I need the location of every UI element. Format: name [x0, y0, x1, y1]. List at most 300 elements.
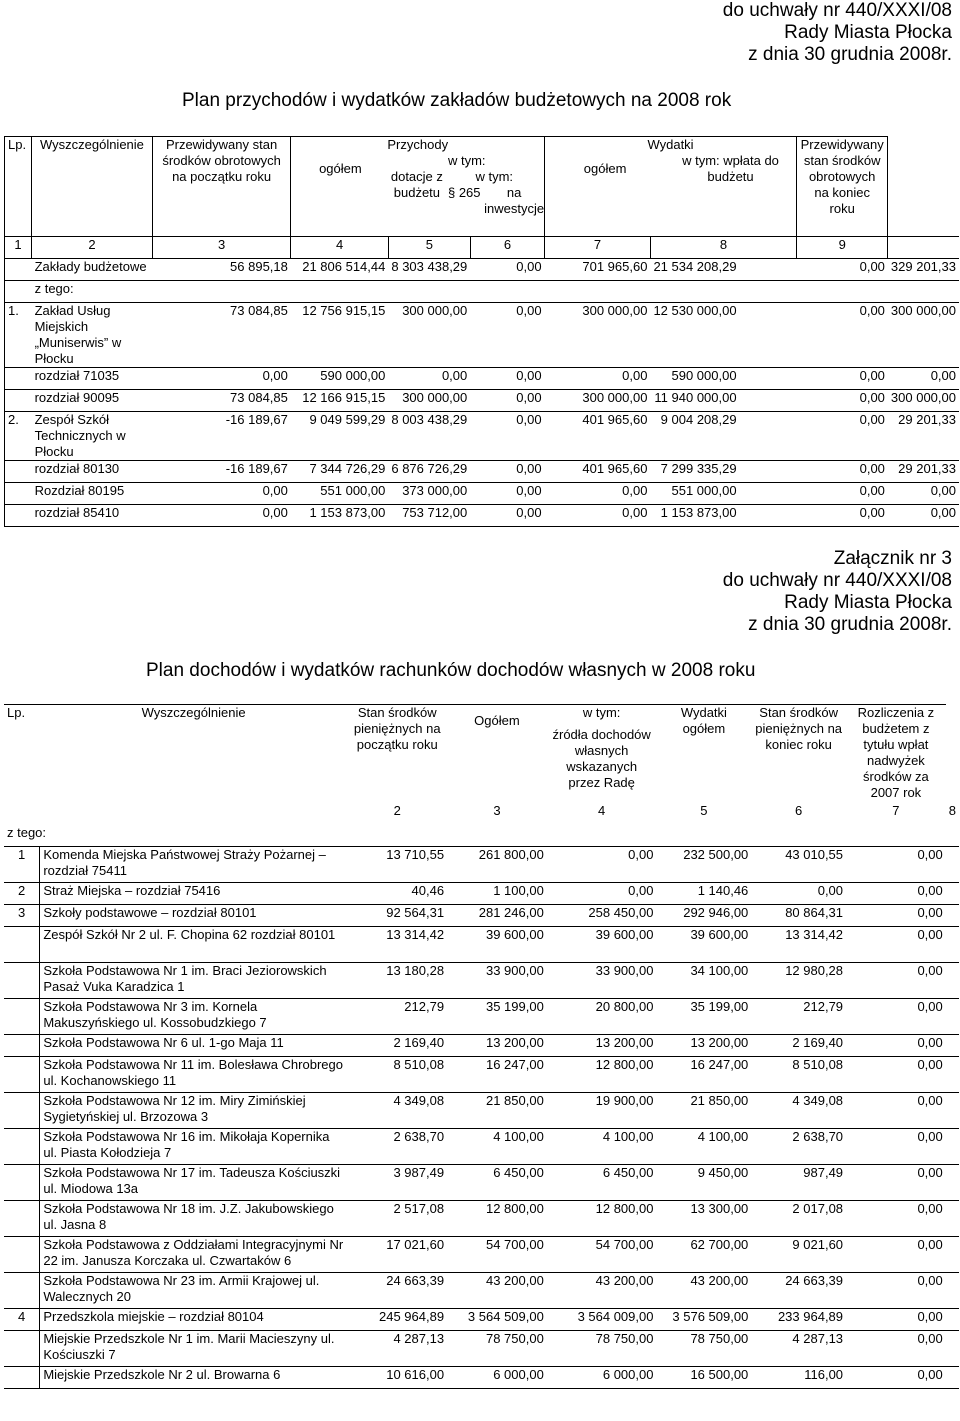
row-value: 0,00: [917, 1237, 943, 1252]
row-value: 13 200,00: [485, 1035, 544, 1050]
col2-header-start: Stan środków pieniężnych na początku roku: [347, 705, 447, 803]
row-name: z tego:: [34, 281, 74, 296]
row-value: 3 987,49: [393, 1165, 445, 1180]
col2-header-end: Stan środków pieniężnych na koniec roku: [751, 705, 846, 803]
row-value: 0,00: [516, 461, 542, 476]
doc2-header: [723, 548, 952, 636]
row-value: 6 450,00: [493, 1165, 544, 1180]
table-row: [4, 883, 959, 905]
row-value: 21 850,00: [690, 1093, 749, 1108]
row-value: 232 500,00: [683, 847, 749, 862]
table-row: [5, 505, 960, 527]
row-value: 8 303 438,29: [391, 259, 468, 274]
row-name: Szkoła Podstawowa Nr 12 im. Miry Zimińskiej Sygietyńskiej ul. Brzozowa 3: [43, 1093, 306, 1124]
row-lp: [4, 999, 40, 1035]
row-value: 4 349,08: [792, 1093, 844, 1108]
row-value: 4 349,08: [393, 1093, 445, 1108]
table-row: [5, 461, 960, 483]
row-value: 7 299 335,29: [660, 461, 737, 476]
row-value: 12 800,00: [595, 1057, 654, 1072]
row-lp: 1: [4, 847, 40, 883]
row-value: 11 940 000,00: [654, 390, 737, 405]
row-value: 78 750,00: [595, 1331, 654, 1346]
row-value: 8 510,08: [393, 1057, 445, 1072]
row-value: 0,00: [917, 1035, 943, 1050]
row-value: 21 534 208,29: [653, 259, 737, 274]
row-name: Szkoła Podstawowa Nr 6 ul. 1-go Maja 11: [43, 1035, 284, 1050]
col-header-name: Wyszczególnienie: [32, 137, 153, 237]
row-lp: [5, 368, 32, 390]
row-value: 12 980,28: [785, 963, 844, 978]
table-row: [4, 963, 959, 999]
col-header-expense: Wydatki: [647, 137, 694, 152]
row-lp: [4, 1093, 40, 1129]
row-lp: [4, 1035, 40, 1057]
table-row: [5, 281, 960, 303]
doc1-header-line: do uchwały nr 440/XXXI/08: [722, 0, 952, 21]
row-lp: [5, 390, 32, 412]
row-value: 62 700,00: [690, 1237, 749, 1252]
row-name: Szkoła Podstawowa Nr 3 im. Kornela Makuszyńskiego ul. Kossobudzkiego 7: [43, 999, 267, 1030]
row-value: 281 246,00: [478, 905, 544, 920]
budget-units-table: [4, 136, 959, 527]
row-value: 56 895,18: [230, 259, 288, 274]
row-lp: [4, 963, 40, 999]
row-lp: 3: [4, 905, 40, 927]
row-value: 16 247,00: [485, 1057, 544, 1072]
table-row: [4, 999, 959, 1035]
row-value: 12 800,00: [595, 1201, 654, 1216]
table-row: [4, 1035, 959, 1057]
row-value: 0,00: [516, 483, 542, 498]
row-value: 292 946,00: [683, 905, 749, 920]
row-value: 0,00: [516, 303, 542, 318]
row-value: 13 314,42: [785, 927, 844, 942]
row-value: 2 017,08: [792, 1201, 844, 1216]
row-name: rozdział 85410: [34, 505, 120, 520]
row-value: 1 100,00: [493, 883, 544, 898]
row-lp: [4, 1165, 40, 1201]
table-row: [4, 1331, 959, 1367]
row-value: 35 199,00: [485, 999, 544, 1014]
row-name: Zakład Usług Miejskich „Muniserwis” w Płocku: [34, 303, 122, 366]
row-value: 13 314,42: [386, 927, 445, 942]
row-value: 13 200,00: [690, 1035, 749, 1050]
row-value: 6 876 726,29: [391, 461, 468, 476]
budget-units-body: [5, 259, 960, 527]
row-value: 0,00: [917, 1057, 943, 1072]
row-value: 0,00: [917, 1129, 943, 1144]
col2-number: 6: [795, 802, 803, 818]
row-value: 300 000,00: [402, 390, 468, 405]
row-value: 258 450,00: [588, 905, 654, 920]
row-name: rozdział 80130: [34, 461, 120, 476]
row-value: 0,00: [516, 412, 542, 427]
row-value: 0,00: [917, 847, 943, 862]
row-name: Szkoła Podstawowa Nr 23 im. Armii Krajowej ul. Walecznych 20: [43, 1273, 320, 1304]
row-value: 39 600,00: [690, 927, 749, 942]
row-value: 0,00: [930, 483, 956, 498]
row-value: 0,00: [917, 963, 943, 978]
col2-number: 7: [892, 802, 900, 818]
row-value: [152, 281, 959, 303]
row-value: 0,00: [516, 390, 542, 405]
row-value: 0,00: [516, 505, 542, 520]
row-value: 1 140,46: [697, 883, 749, 898]
row-value: 78 750,00: [690, 1331, 749, 1346]
row-value: 0,00: [859, 461, 885, 476]
col-header-income-group: [291, 137, 545, 237]
col-number: 8: [650, 237, 796, 259]
row-value: 0,00: [917, 1165, 943, 1180]
row-value: 0,00: [930, 505, 956, 520]
row-value: 300 000,00: [402, 303, 468, 318]
col-header-end-stock: Przewidywany stan środków obrotowych na koniec roku: [796, 137, 887, 237]
row-value: 7 344 726,29: [309, 461, 386, 476]
col-number: 2: [32, 237, 153, 259]
col-header-start-stock: Przewidywany stan środków obrotowych na początku roku: [152, 137, 291, 237]
table-row: [5, 259, 960, 281]
row-value: 0,00: [917, 927, 943, 942]
row-lp: [4, 1057, 40, 1093]
col2-header-sources: źródła dochodów własnych wskazanych przez Radę: [552, 727, 651, 790]
row-value: 3 564 009,00: [577, 1309, 654, 1324]
row-value: 2 169,40: [393, 1035, 445, 1050]
row-lp: [5, 461, 32, 483]
row-value: 0,00: [441, 368, 468, 383]
doc2-header-line: Załącznik nr 3: [833, 548, 952, 569]
row-value: 590 000,00: [671, 368, 737, 383]
row-value: 17 021,60: [386, 1237, 445, 1252]
row-value: 33 900,00: [595, 963, 654, 978]
row-lp: [4, 1331, 40, 1367]
row-value: 551 000,00: [320, 483, 386, 498]
row-value: 8 003 438,29: [391, 412, 468, 427]
row-value: 54 700,00: [595, 1237, 654, 1252]
row-value: 12 800,00: [485, 1201, 544, 1216]
row-value: 10 616,00: [386, 1367, 445, 1382]
row-name: Miejskie Przedszkole Nr 1 im. Marii Macieszyny ul. Kościuszki 7: [43, 1331, 335, 1362]
doc1-header-line: z dnia 30 grudnia 2008r.: [748, 44, 952, 65]
col2-number: 2: [393, 802, 401, 818]
row-lp: 1.: [5, 303, 32, 368]
row-value: 39 600,00: [595, 927, 654, 942]
col2-header-sources-group: [547, 705, 657, 803]
row-value: 0,00: [917, 883, 943, 898]
col2-number: 3: [493, 802, 501, 818]
row-value: 373 000,00: [402, 483, 468, 498]
row-name: Szkoła Podstawowa Nr 1 im. Braci Jeziorowskich Pasaż Vuka Karadzica 1: [43, 963, 327, 994]
row-value: 0,00: [917, 1331, 943, 1346]
col-number: 7: [545, 237, 651, 259]
row-value: 6 450,00: [602, 1165, 654, 1180]
doc2-header-line: Rady Miasta Płocka: [784, 592, 952, 613]
row-value: 24 663,39: [785, 1273, 844, 1288]
row-value: 12 166 915,15: [302, 390, 386, 405]
row-value: 6 000,00: [602, 1367, 654, 1382]
col-header-section: § 265: [447, 185, 481, 200]
row-value: 34 100,00: [690, 963, 749, 978]
row-value: 12 530 000,00: [653, 303, 737, 318]
row-value: 0,00: [917, 1093, 943, 1108]
row-value: 9 450,00: [697, 1165, 749, 1180]
col2-number: 4: [598, 802, 606, 818]
doc1-header: [723, 0, 952, 66]
table-row: [5, 412, 960, 461]
col-number: 3: [152, 237, 291, 259]
row-value: 0,00: [516, 368, 542, 383]
row-value: 9 049 599,29: [309, 412, 386, 427]
row-value: 43 200,00: [690, 1273, 749, 1288]
row-value: 987,49: [803, 1165, 844, 1180]
table-row: [4, 1201, 959, 1237]
row-value: 20 800,00: [595, 999, 654, 1014]
table-row: [4, 905, 959, 927]
table-row: [4, 1165, 959, 1201]
col-header-invest: na inwestycje: [484, 185, 545, 216]
col-header-w-tym: w tym:: [447, 153, 486, 168]
row-value: 16 500,00: [690, 1367, 749, 1382]
table-row: [4, 1309, 959, 1331]
table-row: [4, 1129, 959, 1165]
row-value: 43 200,00: [595, 1273, 654, 1288]
row-value: 0,00: [622, 505, 648, 520]
col-header-expense-group: [545, 137, 797, 237]
col-number: 9: [796, 237, 887, 259]
row-value: 0,00: [859, 505, 885, 520]
row-value: 0,00: [262, 505, 288, 520]
row-value: 29 201,33: [898, 412, 956, 427]
row-value: 9 004 208,29: [660, 412, 737, 427]
row-value: 0,00: [622, 368, 648, 383]
row-value: 92 564,31: [386, 905, 445, 920]
col2-header-name: Wyszczególnienie: [40, 705, 348, 803]
row-name: Przedszkola miejskie – rozdział 80104: [43, 1309, 264, 1324]
table-row: [4, 847, 959, 883]
row-value: 0,00: [859, 368, 885, 383]
col-header-income-total: ogółem: [319, 161, 362, 176]
row-name: Szkoły podstawowe – rozdział 80101: [43, 905, 257, 920]
col-header-income: Przychody: [387, 137, 449, 152]
row-value: 0,00: [859, 390, 885, 405]
row-value: 3 564 509,00: [467, 1309, 544, 1324]
row-value: 0,00: [628, 847, 654, 862]
row-value: 300 000,00: [890, 303, 956, 318]
row-value: 261 800,00: [478, 847, 544, 862]
col-number: 5: [388, 237, 470, 259]
row-value: 29 201,33: [898, 461, 956, 476]
row-value: 401 965,60: [582, 412, 648, 427]
table-row: [5, 390, 960, 412]
table-row: [5, 483, 960, 505]
row-value: 4 100,00: [493, 1129, 544, 1144]
row-value: 2 169,40: [792, 1035, 844, 1050]
row-value: 401 965,60: [582, 461, 648, 476]
row-value: 2 638,70: [792, 1129, 844, 1144]
row-value: 0,00: [917, 1309, 943, 1324]
row-value: 16 247,00: [690, 1057, 749, 1072]
row-value: 0,00: [622, 483, 648, 498]
row-name: Szkoła Podstawowa Nr 11 im. Bolesława Chrobrego ul. Kochanowskiego 11: [43, 1057, 343, 1088]
row-value: 19 900,00: [595, 1093, 654, 1108]
row-value: 13 300,00: [690, 1201, 749, 1216]
row-name: rozdział 90095: [34, 390, 120, 405]
row-value: 212,79: [803, 999, 844, 1014]
row-value: 0,00: [817, 883, 844, 898]
row-value: 1 153 873,00: [309, 505, 386, 520]
table-row: [4, 1273, 959, 1309]
col-number: 6: [470, 237, 544, 259]
row-lp: [4, 1201, 40, 1237]
row-value: 212,79: [404, 999, 445, 1014]
row-name: rozdział 71035: [34, 368, 120, 383]
col2-number: 8: [948, 802, 956, 818]
row-value: 590 000,00: [320, 368, 386, 383]
row-lp: 4: [4, 1309, 40, 1331]
row-value: 0,00: [262, 483, 288, 498]
row-value: 116,00: [804, 1367, 844, 1382]
row-lp: [4, 1237, 40, 1273]
row-value: 753 712,00: [402, 505, 468, 520]
table-row: [4, 1367, 959, 1389]
row-value: 43 010,55: [785, 847, 844, 862]
row-name: Szkoła Podstawowa z Oddziałami Integracyjnymi Nr 22 im. Janusza Korczaka ul. Czwartaków 6: [43, 1237, 344, 1268]
row-lp: [5, 259, 32, 281]
doc2-header-line: z dnia 30 grudnia 2008r.: [748, 614, 952, 635]
col-header-payment: w tym: wpłata do budżetu: [682, 153, 779, 184]
table-row: [5, 368, 960, 390]
row-value: 0,00: [917, 999, 943, 1014]
col-number: 1: [5, 237, 32, 259]
row-value: 245 964,89: [378, 1309, 445, 1324]
row-value: -16 189,67: [225, 412, 288, 427]
row-lp: 2: [4, 883, 40, 905]
row-value: 2 517,08: [393, 1201, 445, 1216]
row-value: 13 200,00: [595, 1035, 654, 1050]
row-value: 0,00: [516, 259, 542, 274]
own-income-body: [4, 847, 959, 1389]
col2-number: 5: [700, 802, 708, 818]
row-name: Zespół Szkół Nr 2 ul. F. Chopina 62 rozdział 80101: [43, 927, 336, 942]
row-value: 2 638,70: [393, 1129, 445, 1144]
row-name: Zakłady budżetowe: [34, 259, 147, 274]
table-row: [4, 927, 959, 963]
table-row: [4, 1093, 959, 1129]
row-value: 39 600,00: [485, 927, 544, 942]
row-name: Komenda Miejska Państwowej Straży Pożarnej – rozdział 75411: [43, 847, 326, 878]
row-value: 6 000,00: [493, 1367, 544, 1382]
row-lp: [5, 281, 32, 303]
own-income-table: [4, 704, 959, 1389]
row-lp: [4, 1129, 40, 1165]
row-value: 0,00: [930, 368, 956, 383]
row-value: 33 900,00: [485, 963, 544, 978]
col2-header-lp: Lp.: [4, 705, 40, 803]
row-value: 80 864,31: [785, 905, 844, 920]
row-value: 300 000,00: [582, 303, 648, 318]
row-lp: [4, 1367, 40, 1389]
col-header-w-tym-2: w tym:: [475, 169, 514, 184]
row-value: 0,00: [859, 412, 885, 427]
row-name: Szkoła Podstawowa Nr 18 im. J.Z. Jakubowskiego ul. Jasna 8: [43, 1201, 334, 1232]
col2-header-total: Ogółem: [447, 705, 547, 803]
table-row: [4, 1057, 959, 1093]
row-lp: [4, 1273, 40, 1309]
table-row: [5, 303, 960, 368]
row-value: 9 021,60: [792, 1237, 844, 1252]
col-number: 4: [291, 237, 388, 259]
row-name: Straż Miejska – rozdział 75416: [43, 883, 221, 898]
row-value: 0,00: [917, 1367, 943, 1382]
row-value: 300 000,00: [890, 390, 956, 405]
row-value: 0,00: [917, 1273, 943, 1288]
row-value: -16 189,67: [225, 461, 288, 476]
row-value: 13 710,55: [386, 847, 445, 862]
col-header-expense-total: ogółem: [583, 161, 627, 176]
row-name: Szkoła Podstawowa Nr 17 im. Tadeusza Kościuszki ul. Miodowa 13a: [43, 1165, 341, 1196]
row-value: 300 000,00: [582, 390, 648, 405]
row-value: 4 100,00: [602, 1129, 654, 1144]
row-value: 0,00: [917, 905, 943, 920]
row-value: 4 100,00: [697, 1129, 749, 1144]
row-value: 0,00: [859, 483, 885, 498]
col2-header-settle: Rozliczenia z budżetem z tytułu wpłat nadwyżek środków za 2007 rok: [846, 705, 946, 803]
row-name: Miejskie Przedszkole Nr 2 ul. Browarna 6: [43, 1367, 281, 1382]
doc1-title: Plan przychodów i wydatków zakładów budżetowych na 2008 rok: [182, 90, 732, 111]
row-name: Szkoła Podstawowa Nr 16 im. Mikołaja Kopernika ul. Piasta Kołodzieja 7: [43, 1129, 330, 1160]
row-name: Zespół Szkół Technicznych w Płocku: [34, 412, 126, 459]
row-value: 43 200,00: [485, 1273, 544, 1288]
row-value: 551 000,00: [671, 483, 737, 498]
row-value: 4 287,13: [393, 1331, 445, 1346]
doc2-title: Plan dochodów i wydatków rachunków dochodów własnych w 2008 roku: [146, 660, 756, 681]
row-value: 1 153 873,00: [660, 505, 737, 520]
col2-header-expense: Wydatki ogółem: [656, 705, 751, 803]
doc1-header-line: Rady Miasta Płocka: [784, 22, 952, 43]
row-lp: [5, 483, 32, 505]
z-tego-label: z tego:: [7, 824, 47, 840]
row-value: 329 201,33: [890, 259, 956, 274]
row-value: 0,00: [859, 303, 885, 318]
row-value: 73 084,85: [230, 303, 288, 318]
row-lp: 2.: [5, 412, 32, 461]
row-value: 73 084,85: [230, 390, 288, 405]
row-value: 24 663,39: [386, 1273, 445, 1288]
row-value: 12 756 915,15: [302, 303, 386, 318]
row-value: 21 850,00: [485, 1093, 544, 1108]
row-lp: [4, 927, 40, 963]
row-value: 35 199,00: [690, 999, 749, 1014]
row-value: 13 180,28: [386, 963, 445, 978]
doc2-header-line: do uchwały nr 440/XXXI/08: [722, 570, 952, 591]
row-value: 0,00: [628, 883, 654, 898]
row-value: 0,00: [917, 1201, 943, 1216]
row-value: 54 700,00: [485, 1237, 544, 1252]
row-value: 0,00: [859, 259, 885, 274]
row-value: 0,00: [262, 368, 288, 383]
row-value: 8 510,08: [792, 1057, 844, 1072]
row-lp: [5, 505, 32, 527]
row-value: 78 750,00: [485, 1331, 544, 1346]
row-value: 701 965,60: [582, 259, 648, 274]
col-header-lp: Lp.: [5, 137, 32, 237]
row-value: 4 287,13: [792, 1331, 844, 1346]
row-value: 233 964,89: [777, 1309, 844, 1324]
row-name: Rozdział 80195: [34, 483, 125, 498]
row-value: 21 806 514,44: [302, 259, 386, 274]
table-row: [4, 1237, 959, 1273]
col-header-subsidy: dotacje z budżetu: [390, 169, 443, 200]
